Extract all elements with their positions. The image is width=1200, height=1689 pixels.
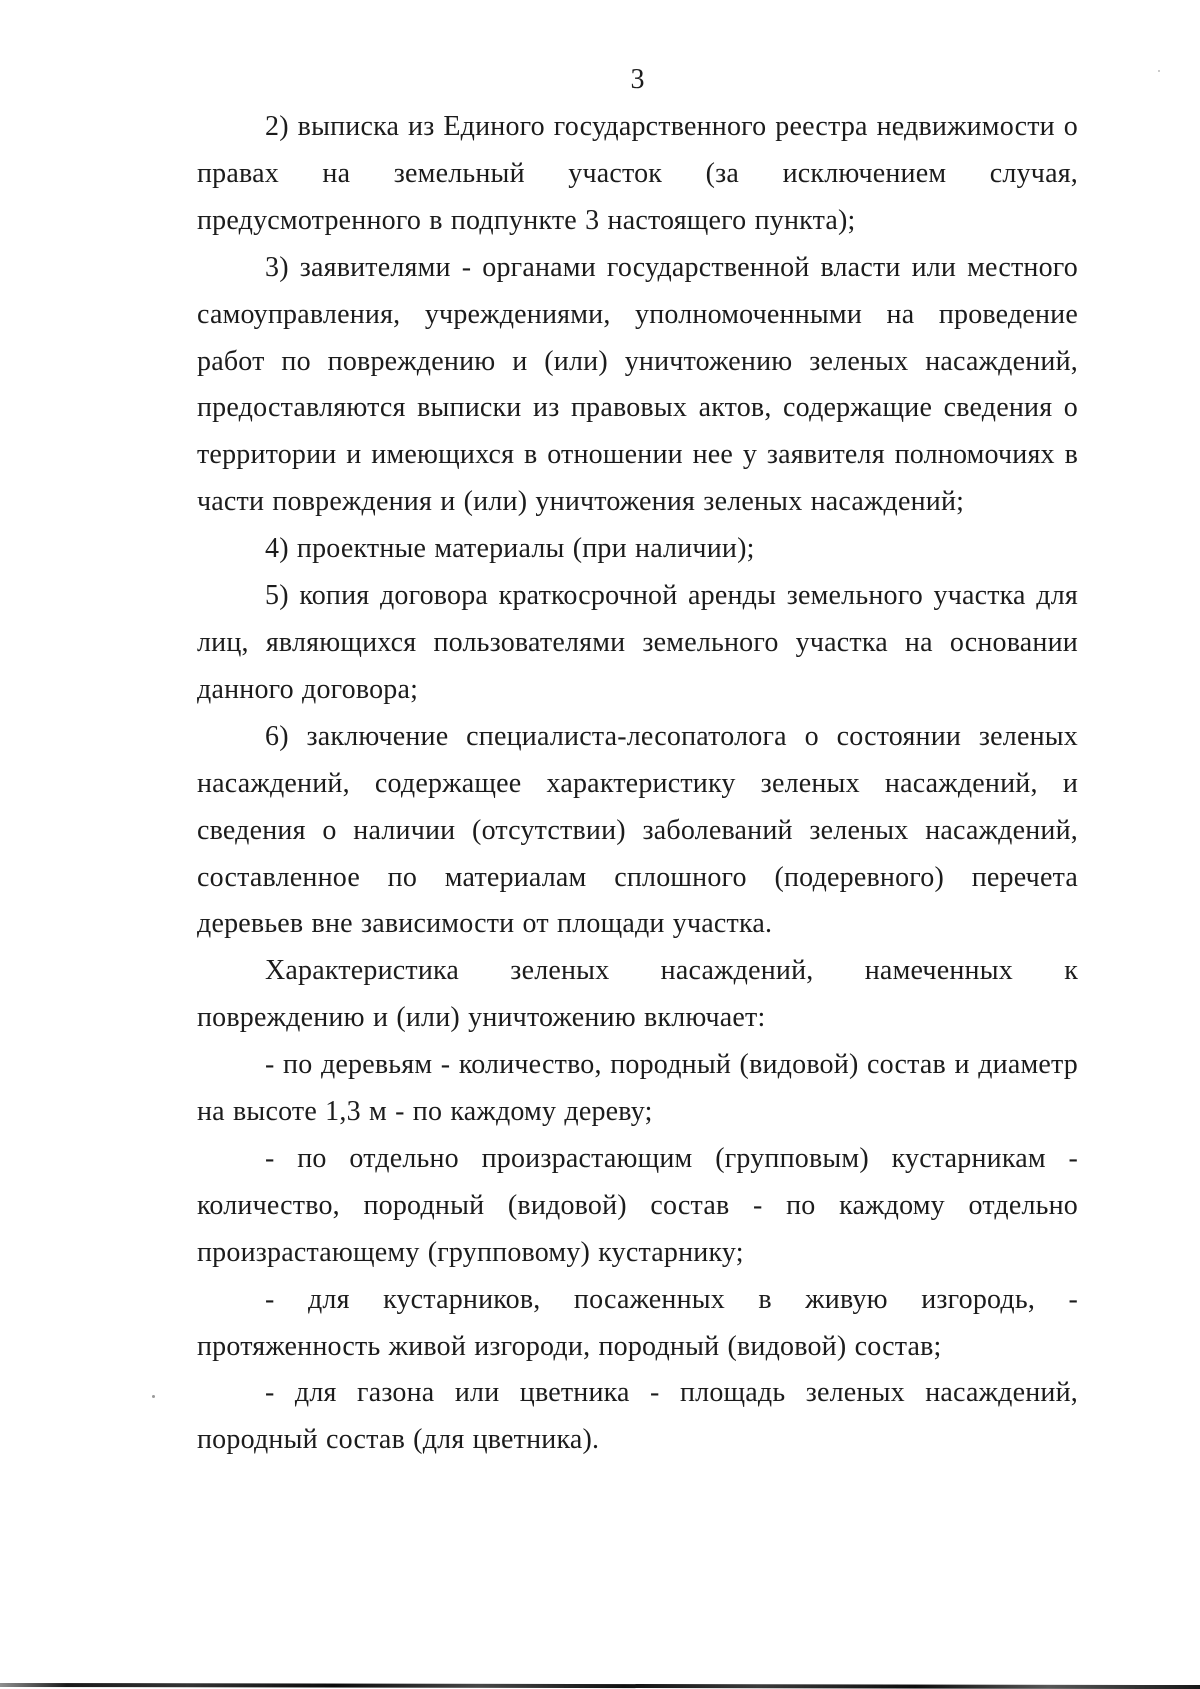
text-block: [197, 56, 1078, 1464]
paragraph: - для кустарников, посаженных в живую изгородь, - протяженность живой изгороди, породный (видовой) состав;: [197, 1283, 1078, 1362]
scan-speck: [152, 1395, 155, 1398]
paragraph: 5) копия договора краткосрочной аренды земельного участка для лиц, являющихся пользователями земельного участка на основании данного договора;: [197, 580, 1078, 705]
document-body: [197, 104, 1078, 1464]
paragraph: - для газона или цветника - площадь зеленых насаждений, породный состав (для цветника).: [197, 1377, 1078, 1456]
paragraph: 6) заключение специалиста-лесопатолога о состоянии зеленых насаждений, содержащее характеристику зеленых насаждений, и сведения о наличии (отсутствии) заболеваний зеленых насаждений, составленное по материалам сплошного (подеревного) перечета деревьев вне зависимости от площади участка.: [197, 720, 1078, 940]
scan-artifact-line: [0, 1683, 1200, 1689]
page-number: 3: [630, 64, 645, 95]
scan-speck: [1158, 70, 1160, 72]
paragraph: 4) проектные материалы (при наличии);: [265, 533, 755, 565]
paragraph: 2) выписка из Единого государственного реестра недвижимости о правах на земельный участок (за исключением случая, предусмотренного в подпункте 3 настоящего пункта);: [197, 111, 1078, 236]
paragraph: Характеристика зеленых насаждений, намеченных к повреждению и (или) уничтожению включает:: [197, 955, 1078, 1034]
paragraph: 3) заявителями - органами государственной власти или местного самоуправления, учреждениями, уполномоченными на проведение работ по повреждению и (или) уничтожению зеленых насаждений, предоставляются выписки из правовых актов, содержащие сведения о территории и имеющихся в отношении нее у заявителя полномочиях в части повреждения и (или) уничтожения зеленых насаждений;: [197, 251, 1078, 518]
paragraph: - по отдельно произрастающим (групповым) кустарникам - количество, породный (видовой) состав - по каждому отдельно произрастающему (групповому) кустарнику;: [197, 1142, 1078, 1268]
paragraph: - по деревьям - количество, породный (видовой) состав и диаметр на высоте 1,3 м - по каждому дереву;: [197, 1049, 1078, 1128]
